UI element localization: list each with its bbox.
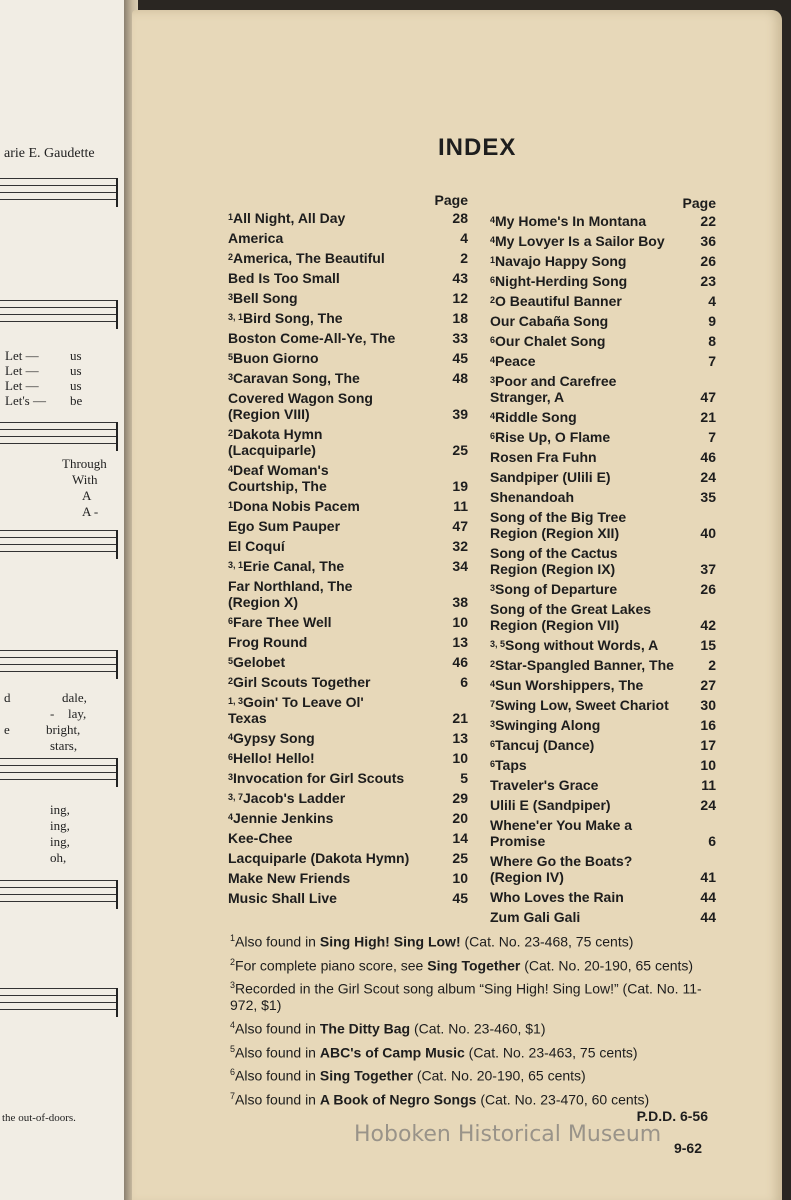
song-title: $^3$Caravan Song, The	[228, 370, 360, 386]
footnote-mark: 1	[228, 500, 234, 510]
index-entry	[228, 634, 468, 650]
index-entry	[490, 469, 716, 485]
index-entry	[228, 750, 468, 766]
song-title: Music Shall Live	[228, 890, 337, 906]
song-title: $^3$Invocation for Girl Scouts	[228, 770, 405, 786]
song-title: Frog Round	[228, 634, 308, 650]
index-entry	[490, 449, 716, 465]
index-entry	[228, 426, 468, 458]
music-staff	[0, 650, 118, 678]
song-title: Ulili E (Sandpiper)	[490, 797, 611, 813]
song-title: $^1$Dona Nobis Pacem	[228, 498, 360, 514]
song-page-number: 38	[452, 594, 468, 610]
song-page-number: 47	[452, 518, 468, 534]
footnote-mark: 5	[228, 656, 234, 666]
footnotes	[230, 930, 720, 1112]
index-entry	[490, 717, 716, 733]
song-page-number: 2	[460, 250, 468, 266]
lyric-line: e	[4, 722, 10, 737]
footnote: $^2$For complete piano score, see Sing Together (Cat. No. 20-190, 65 cents)	[230, 956, 694, 974]
index-entry	[490, 817, 716, 849]
song-page-number: 10	[452, 750, 468, 766]
song-title: $^{3, 5}$Song without Words, A	[490, 637, 659, 653]
footnote: $^3$Recorded in the Girl Scout song album “Sing High! Sing Low!” (Cat. No. 11-972, $1)	[230, 980, 702, 1013]
song-page-number: 35	[700, 489, 716, 505]
song-page-number: 10	[452, 614, 468, 630]
index-entry	[490, 313, 716, 329]
index-entry	[228, 890, 468, 906]
lyric-line: us	[70, 378, 82, 393]
song-page-number: 17	[700, 737, 716, 753]
song-page-number: 4	[460, 230, 468, 246]
song-title: $^{3, 1}$Bird Song, The	[228, 310, 343, 326]
footnote-mark: 4	[228, 812, 234, 822]
footnote-mark: 1	[490, 255, 496, 265]
song-title: $^6$Taps	[490, 757, 527, 773]
song-title: Zum Gali Gali	[490, 909, 581, 925]
song-page-number: 13	[452, 634, 468, 650]
song-title: Rosen Fra Fuhn	[490, 449, 597, 465]
footnote-mark: 7	[490, 699, 496, 709]
song-title: $^{3, 7}$Jacob's Ladder	[228, 790, 346, 806]
footnote-mark: 6	[228, 616, 234, 626]
footnote-mark: 6	[490, 275, 496, 285]
song-title: $^2$O Beautiful Banner	[490, 293, 622, 309]
music-staff	[0, 988, 118, 1016]
index-entry	[490, 853, 716, 885]
footnote-mark: 4	[490, 215, 496, 225]
index-entry	[228, 850, 468, 866]
footnote-mark: 4	[228, 464, 234, 474]
lyric-line: us	[70, 348, 82, 363]
footnote-mark: 3, 7	[228, 792, 244, 802]
song-title: $^2$America, The Beautiful	[228, 250, 385, 266]
lyric-line: be	[70, 393, 83, 408]
footnote: $^5$Also found in ABC's of Camp Music (Cat. No. 23-463, 75 cents)	[230, 1043, 638, 1061]
song-page-number: 40	[700, 525, 716, 541]
index-entry	[490, 657, 716, 673]
song-page-number: 13	[452, 730, 468, 746]
footnote-mark: 2	[228, 676, 234, 686]
song-page-number: 25	[452, 442, 468, 458]
song-page-number: 12	[452, 290, 468, 306]
song-title: $^1$All Night, All Day	[228, 210, 346, 226]
song-page-number: 23	[700, 273, 716, 289]
index-entry	[490, 353, 716, 369]
song-title: $^6$Night-Herding Song	[490, 273, 628, 289]
music-staff	[0, 300, 118, 328]
song-page-number: 46	[452, 654, 468, 670]
song-title: $^3$Poor and Carefree Stranger, A	[490, 373, 617, 405]
song-page-number: 29	[452, 790, 468, 806]
song-page-number: 18	[452, 310, 468, 326]
index-entry	[228, 290, 468, 306]
footnote: $^1$Also found in Sing High! Sing Low! (Cat. No. 23-468, 75 cents)	[230, 933, 634, 950]
song-title: $^4$My Home's In Montana	[490, 213, 647, 229]
footnote-number: 1	[230, 933, 236, 943]
song-title: Lacquiparle (Dakota Hymn)	[228, 850, 410, 866]
lyric-line: -	[50, 706, 55, 721]
index-entry	[490, 677, 716, 693]
music-staff	[0, 758, 118, 786]
index-entry	[490, 889, 716, 905]
index-entry	[228, 558, 468, 574]
footnote-mark: 2	[228, 428, 234, 438]
lyric-line: Let —	[5, 363, 39, 378]
index-entry	[228, 674, 468, 690]
song-title: $^6$Tancuj (Dance)	[490, 737, 595, 753]
song-title: Ego Sum Pauper	[228, 518, 341, 534]
index-entry	[490, 545, 716, 577]
lyric-line: oh,	[50, 850, 67, 865]
song-page-number: 37	[700, 561, 716, 577]
index-entry	[490, 489, 716, 505]
lyric-line: Through	[62, 456, 107, 471]
song-page-number: 16	[700, 717, 716, 733]
index-column-left	[228, 190, 468, 910]
footnote-mark: 2	[490, 295, 496, 305]
song-title: Whene'er You Make a Promise	[490, 817, 633, 849]
song-title: $^4$Jennie Jenkins	[228, 810, 334, 826]
song-page-number: 14	[452, 830, 468, 846]
footnote-mark: 4	[490, 235, 496, 245]
song-page-number: 5	[460, 770, 468, 786]
footnote-number: 6	[230, 1067, 236, 1078]
song-page-number: 6	[460, 674, 468, 690]
song-page-number: 44	[700, 889, 716, 905]
song-title: $^4$My Lovyer Is a Sailor Boy	[490, 233, 665, 249]
song-page-number: 26	[700, 253, 716, 269]
song-page-number: 46	[700, 449, 716, 465]
song-title: Boston Come-All-Ye, The	[228, 330, 396, 346]
song-title: $^3$Bell Song	[228, 290, 298, 306]
index-entry	[490, 777, 716, 793]
lyric-line: Let —	[5, 378, 39, 393]
index-entry	[490, 581, 716, 597]
index-entry	[228, 614, 468, 630]
song-page-number: 26	[700, 581, 716, 597]
footnote-mark: 3	[228, 292, 234, 302]
left-page-footer: the out-of-doors.	[2, 1112, 76, 1124]
composer-credit: arie E. Gaudette	[4, 146, 95, 161]
song-title: Make New Friends	[228, 870, 351, 886]
song-page-number: 15	[700, 637, 716, 653]
song-title: Song of the Big Tree Region (Region XII)	[490, 509, 627, 541]
song-page-number: 43	[452, 270, 468, 286]
lyric-line: With	[72, 472, 98, 487]
footnote-mark: 3	[490, 583, 496, 593]
song-title: $^3$Song of Departure	[490, 581, 618, 597]
footnote-mark: 4	[490, 355, 496, 365]
index-entry	[490, 757, 716, 773]
lyric-line: A -	[82, 504, 99, 519]
song-title: $^5$Buon Giorno	[228, 350, 319, 366]
lyric-line: us	[70, 363, 82, 378]
song-page-number: 33	[452, 330, 468, 346]
index-entry	[490, 909, 716, 925]
song-page-number: 45	[452, 350, 468, 366]
footnote-mark: 1	[228, 212, 234, 222]
footnote-number: 5	[230, 1043, 236, 1054]
footnote-mark: 6	[228, 752, 234, 762]
index-entry	[228, 654, 468, 670]
song-page-number: 47	[700, 389, 716, 405]
song-page-number: 28	[452, 210, 468, 226]
song-page-number: 19	[452, 478, 468, 494]
song-title: Song of the Great Lakes Region (Region VII)	[490, 601, 652, 633]
index-entry	[490, 797, 716, 813]
footnote-mark: 6	[490, 335, 496, 345]
lyric-line: lay,	[68, 706, 87, 721]
song-title: El Coquí	[228, 538, 285, 554]
song-title: $^7$Swing Low, Sweet Chariot	[490, 697, 669, 713]
index-entry	[228, 790, 468, 806]
song-page-number: 34	[452, 558, 468, 574]
index-entry	[228, 770, 468, 786]
footnote: $^7$Also found in A Book of Negro Songs (Cat. No. 23-470, 60 cents)	[230, 1090, 650, 1108]
footnote-mark: 3, 5	[490, 639, 506, 649]
song-title: $^6$Rise Up, O Flame	[490, 429, 611, 445]
index-entry	[228, 462, 468, 494]
index-entry	[490, 233, 716, 249]
song-page-number: 21	[452, 710, 468, 726]
index-entry	[490, 293, 716, 309]
song-page-number: 32	[452, 538, 468, 554]
song-page-number: 27	[700, 677, 716, 693]
song-page-number: 9	[708, 313, 716, 329]
index-entry	[228, 270, 468, 286]
index-entry	[228, 370, 468, 386]
song-title: America	[228, 230, 284, 246]
song-title: Kee-Chee	[228, 830, 293, 846]
footnote-number: 7	[230, 1090, 236, 1101]
index-entry	[490, 697, 716, 713]
footnote-mark: 5	[228, 352, 234, 362]
music-staff	[0, 422, 118, 450]
footnote-mark: 3	[228, 372, 234, 382]
page-column-header: Page	[682, 195, 716, 211]
footnote-mark: 3, 1	[228, 560, 244, 570]
music-staff	[0, 178, 118, 206]
footnote-mark: 4	[228, 732, 234, 742]
lyric-line: d	[4, 690, 11, 705]
footnote-mark: 6	[490, 431, 496, 441]
index-page	[132, 10, 782, 1200]
lyric-line: ing,	[50, 818, 70, 833]
song-page-number: 7	[708, 429, 716, 445]
index-entry	[490, 509, 716, 541]
song-title: Sandpiper (Ulili E)	[490, 469, 611, 485]
song-page-number: 22	[700, 213, 716, 229]
song-title: Shenandoah	[490, 489, 575, 505]
footnote-mark: 3, 1	[228, 312, 244, 322]
song-title: $^4$Peace	[490, 353, 536, 369]
song-title: $^4$Sun Worshippers, The	[490, 677, 644, 693]
song-page-number: 7	[708, 353, 716, 369]
footnote-mark: 3	[490, 375, 496, 385]
index-entry	[228, 870, 468, 886]
song-page-number: 21	[700, 409, 716, 425]
lyric-line: Let —	[5, 348, 39, 363]
song-page-number: 39	[452, 406, 468, 422]
music-staff	[0, 530, 118, 558]
song-title: Where Go the Boats? (Region IV)	[490, 853, 633, 885]
index-entry	[228, 518, 468, 534]
index-entry	[228, 250, 468, 266]
index-entry	[490, 253, 716, 269]
song-title: $^3$Swinging Along	[490, 717, 601, 733]
song-page-number: 30	[700, 697, 716, 713]
song-title: Covered Wagon Song (Region VIII)	[228, 390, 373, 422]
index-entry	[490, 737, 716, 753]
footnote-number: 3	[230, 980, 236, 991]
song-page-number: 42	[700, 617, 716, 633]
song-page-number: 24	[700, 469, 716, 485]
song-page-number: 6	[708, 833, 716, 849]
lyric-line: Let's —	[5, 393, 46, 408]
index-entry	[228, 330, 468, 346]
music-staff	[0, 880, 118, 908]
song-page-number: 48	[452, 370, 468, 386]
index-entry	[228, 810, 468, 826]
song-page-number: 10	[452, 870, 468, 886]
lyric-line: ing,	[50, 802, 70, 817]
footnote-mark: 4	[490, 411, 496, 421]
footnote-mark: 3	[490, 719, 496, 729]
lyric-line: stars,	[50, 738, 78, 753]
song-page-number: 10	[700, 757, 716, 773]
index-entry	[490, 373, 716, 405]
footnote-mark: 2	[228, 252, 234, 262]
publication-code: P.D.D. 6-56	[636, 1108, 708, 1124]
song-page-number: 25	[452, 850, 468, 866]
lyric-line: bright,	[46, 722, 81, 737]
song-title: $^1$Navajo Happy Song	[490, 253, 627, 269]
song-title: $^4$Deaf Woman's Courtship, The	[228, 462, 329, 494]
song-title: $^{3, 1}$Erie Canal, The	[228, 558, 345, 574]
song-title: $^6$Fare Thee Well	[228, 614, 332, 630]
page-column-header: Page	[434, 192, 468, 208]
index-entry	[228, 694, 468, 726]
page-code: 9-62	[673, 1140, 702, 1156]
song-title: $^6$Hello! Hello!	[228, 750, 315, 766]
index-entry	[228, 390, 468, 422]
index-entry	[228, 498, 468, 514]
song-title: $^4$Riddle Song	[490, 409, 577, 425]
index-title: INDEX	[438, 134, 517, 161]
song-title: $^2$Girl Scouts Together	[228, 674, 371, 690]
song-title: $^6$Our Chalet Song	[490, 333, 606, 349]
song-title: $^{1, 3}$Goin' To Leave Ol' Texas	[228, 694, 364, 726]
lyric-line: dale,	[62, 690, 87, 705]
footnote: $^4$Also found in The Ditty Bag (Cat. No. 23-460, $1)	[230, 1019, 546, 1037]
lyric-line: A	[82, 488, 92, 503]
song-page-number: 41	[700, 869, 716, 885]
song-page-number: 44	[700, 909, 716, 925]
index-entry	[490, 637, 716, 653]
song-title: $^2$Star-Spangled Banner, The	[490, 657, 674, 673]
song-title: Bed Is Too Small	[228, 270, 340, 286]
song-title: Traveler's Grace	[490, 777, 599, 793]
index-entry	[228, 230, 468, 246]
index-entry	[228, 350, 468, 366]
song-page-number: 11	[701, 777, 716, 793]
index-entry	[228, 730, 468, 746]
song-title: Who Loves the Rain	[490, 889, 624, 905]
song-page-number: 4	[708, 293, 716, 309]
index-entry	[490, 429, 716, 445]
song-title: Song of the Cactus Region (Region IX)	[490, 545, 618, 577]
index-entry	[490, 213, 716, 229]
footnote-mark: 6	[490, 759, 496, 769]
song-title: $^5$Gelobet	[228, 654, 286, 670]
index-entry	[490, 333, 716, 349]
song-title: Our Cabaña Song	[490, 313, 609, 329]
footnote-mark: 6	[490, 739, 496, 749]
song-page-number: 8	[708, 333, 716, 349]
museum-watermark: Hoboken Historical Museum	[354, 1122, 662, 1147]
index-entry	[228, 578, 468, 610]
song-page-number: 2	[708, 657, 716, 673]
footnote-number: 2	[230, 956, 236, 967]
song-page-number: 20	[452, 810, 468, 826]
index-entry	[228, 310, 468, 326]
footnote-number: 4	[230, 1019, 236, 1030]
footnote-mark: 2	[490, 659, 496, 669]
index-entry	[490, 273, 716, 289]
index-column-right	[490, 193, 716, 929]
left-page-music	[0, 0, 128, 1200]
song-title: $^4$Gypsy Song	[228, 730, 315, 746]
footnote: $^6$Also found in Sing Together (Cat. No. 20-190, 65 cents)	[230, 1067, 586, 1084]
song-page-number: 36	[700, 233, 716, 249]
song-page-number: 45	[452, 890, 468, 906]
index-entry	[228, 538, 468, 554]
index-entry	[490, 601, 716, 633]
index-entry	[228, 830, 468, 846]
index-entry	[228, 210, 468, 226]
lyric-line: ing,	[50, 834, 70, 849]
footnote-mark: 3	[228, 772, 234, 782]
song-page-number: 11	[453, 498, 468, 514]
song-title: $^2$Dakota Hymn (Lacquiparle)	[228, 426, 323, 458]
song-page-number: 24	[700, 797, 716, 813]
song-title: Far Northland, The (Region X)	[228, 578, 353, 610]
index-entry	[490, 409, 716, 425]
footnote-mark: 1, 3	[228, 696, 244, 706]
footnote-mark: 4	[490, 679, 496, 689]
